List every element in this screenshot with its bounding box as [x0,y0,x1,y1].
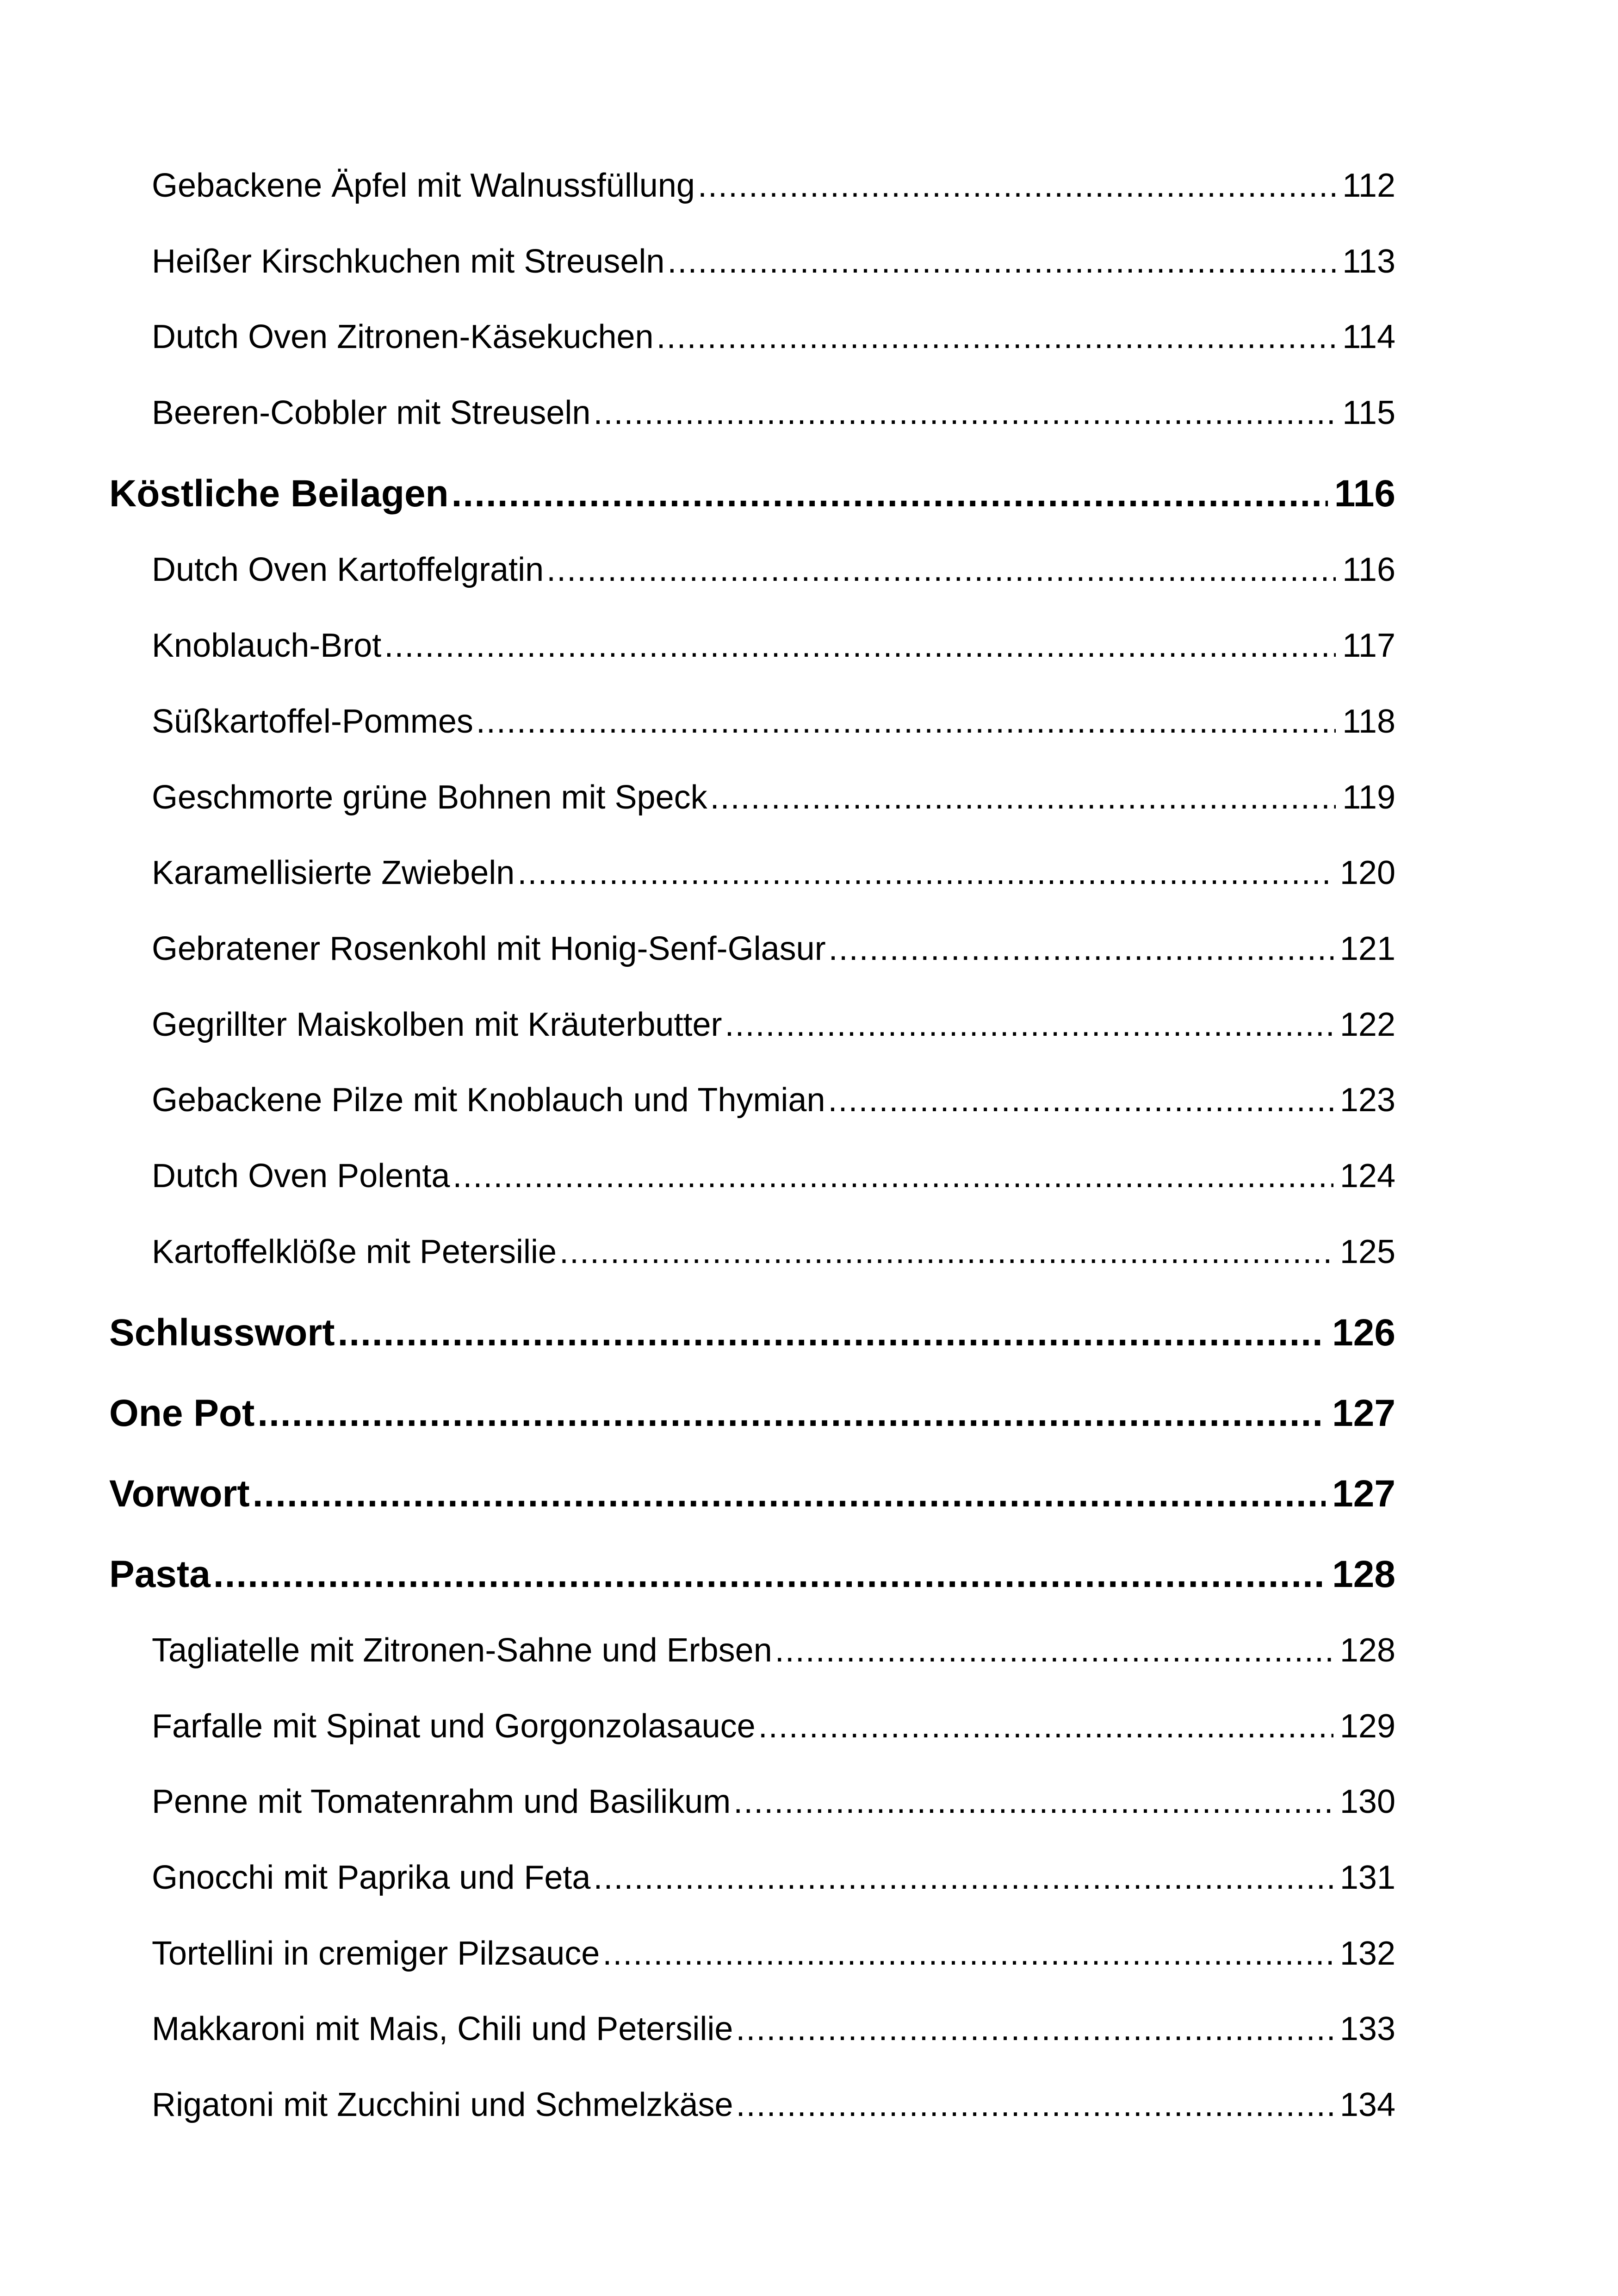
dot-leader [546,551,1336,589]
toc-entry-page-number: 124 [1339,1157,1395,1195]
toc-entry-title: Farfalle mit Spinat und Gorgonzolasauce [152,1708,756,1745]
dot-leader [725,1006,1333,1044]
toc-section-heading[interactable] [109,472,1395,516]
toc-entry-page-number: 130 [1339,1783,1395,1820]
dot-leader [384,627,1336,665]
dot-leader [736,2010,1333,2048]
toc-entry-title: Vorwort [109,1473,250,1515]
toc-entry-page-number: 116 [1334,473,1395,515]
toc-entry[interactable] [152,394,1395,432]
toc-entry-title: Dutch Oven Zitronen-Käsekuchen [152,318,654,355]
toc-entry[interactable] [152,627,1395,665]
toc-entry[interactable] [152,1233,1395,1271]
toc-entry-title: Knoblauch-Brot [152,627,382,664]
toc-entry-page-number: 132 [1339,1935,1395,1972]
dot-leader [733,1783,1333,1821]
toc-entry-page-number: 125 [1339,1233,1395,1270]
toc-entry[interactable] [152,1859,1395,1897]
dot-leader [213,1553,1326,1596]
toc-entry-title: Köstliche Beilagen [109,473,449,515]
dot-leader [602,1935,1333,1972]
toc-entry-title: Kartoffelklöße mit Petersilie [152,1233,557,1270]
toc-entry[interactable] [152,778,1395,816]
toc-entry-page-number: 116 [1342,551,1395,588]
toc-entry-title: Dutch Oven Polenta [152,1157,450,1195]
toc-entry-page-number: 122 [1339,1006,1395,1043]
toc-entry-title: One Pot [109,1392,255,1434]
toc-entry-title: Heißer Kirschkuchen mit Streuseln [152,243,665,280]
toc-entry[interactable] [152,167,1395,205]
dot-leader [828,1081,1333,1119]
toc-entry[interactable] [152,1783,1395,1821]
toc-entry-page-number: 126 [1332,1312,1395,1354]
toc-entry-title: Gnocchi mit Paprika und Feta [152,1859,591,1896]
toc-section-heading[interactable] [109,1392,1395,1435]
toc-entry-page-number: 128 [1339,1632,1395,1669]
toc-section-heading[interactable] [109,1311,1395,1355]
toc-entry-page-number: 117 [1342,627,1395,664]
toc-entry-title: Beeren-Cobbler mit Streuseln [152,394,591,431]
dot-leader [559,1233,1333,1271]
toc-entry-page-number: 119 [1342,779,1395,816]
toc-entry-title: Süßkartoffel-Pommes [152,703,473,740]
toc-entry-page-number: 115 [1342,394,1395,431]
toc-entry-page-number: 128 [1332,1553,1395,1595]
toc-entry-title: Tagliatelle mit Zitronen-Sahne und Erbsen [152,1632,772,1669]
toc-entry-title: Dutch Oven Kartoffelgratin [152,551,544,588]
toc-entry[interactable] [152,2010,1395,2048]
toc-entry[interactable] [152,1935,1395,1972]
dot-leader [775,1631,1333,1669]
toc-entry-title: Gebackene Pilze mit Knoblauch und Thymian [152,1082,825,1119]
dot-leader [710,778,1336,816]
toc-entry-page-number: 133 [1339,2010,1395,2047]
toc-entry[interactable] [152,703,1395,740]
toc-entry-title: Penne mit Tomatenrahm und Basilikum [152,1783,731,1820]
toc-entry[interactable] [152,1631,1395,1669]
dot-leader [453,1157,1333,1195]
dot-leader [257,1392,1326,1435]
dot-leader [736,2086,1333,2124]
toc-entry[interactable] [152,243,1395,280]
toc-entry-page-number: 120 [1339,854,1395,891]
dot-leader [829,930,1333,968]
toc-entry-title: Gebackene Äpfel mit Walnussfüllung [152,167,695,204]
toc-entry-title: Karamellisierte Zwiebeln [152,854,515,891]
dot-leader [253,1472,1326,1516]
dot-leader [593,394,1336,432]
dot-leader [593,1859,1333,1897]
toc-entry[interactable] [152,1157,1395,1195]
toc-entry-page-number: 113 [1342,243,1395,280]
dot-leader [338,1311,1326,1355]
toc-entry-title: Gebratener Rosenkohl mit Honig-Senf-Glasur [152,930,826,967]
toc-entry-page-number: 127 [1332,1392,1395,1434]
toc-entry-page-number: 134 [1339,2086,1395,2123]
dot-leader [667,243,1336,280]
dot-leader [698,167,1336,205]
toc-section-heading[interactable] [109,1553,1395,1596]
toc-entry-page-number: 121 [1339,930,1395,967]
toc-section-heading[interactable] [109,1472,1395,1516]
toc-entry-page-number: 129 [1339,1708,1395,1745]
toc-entry[interactable] [152,2086,1395,2124]
toc-entry-page-number: 123 [1339,1082,1395,1119]
dot-leader [476,703,1336,740]
dot-leader [452,472,1328,516]
toc-entry-title: Gegrillter Maiskolben mit Kräuterbutter [152,1006,722,1043]
toc-entry[interactable] [152,854,1395,892]
toc-entry[interactable] [152,1707,1395,1745]
toc-entry-page-number: 131 [1339,1859,1395,1896]
toc-entry-page-number: 112 [1342,167,1395,204]
toc-entry-page-number: 114 [1342,318,1395,355]
dot-leader [758,1707,1333,1745]
toc-entry[interactable] [152,551,1395,589]
dot-leader [657,318,1336,356]
toc-entry-title: Rigatoni mit Zucchini und Schmelzkäse [152,2086,733,2123]
toc-entry-page-number: 118 [1342,703,1395,740]
toc-entry[interactable] [152,930,1395,968]
toc-entry[interactable] [152,1081,1395,1119]
toc-entry-title: Makkaroni mit Mais, Chili und Petersilie [152,2010,733,2047]
toc-entry-title: Tortellini in cremiger Pilzsauce [152,1935,600,1972]
dot-leader [517,854,1333,892]
toc-entry[interactable] [152,318,1395,356]
toc-entry-title: Pasta [109,1553,211,1595]
toc-entry[interactable] [152,1006,1395,1044]
toc-entry-title: Schlusswort [109,1312,335,1354]
toc-entry-title: Geschmorte grüne Bohnen mit Speck [152,779,707,816]
toc-entry-page-number: 127 [1332,1473,1395,1515]
